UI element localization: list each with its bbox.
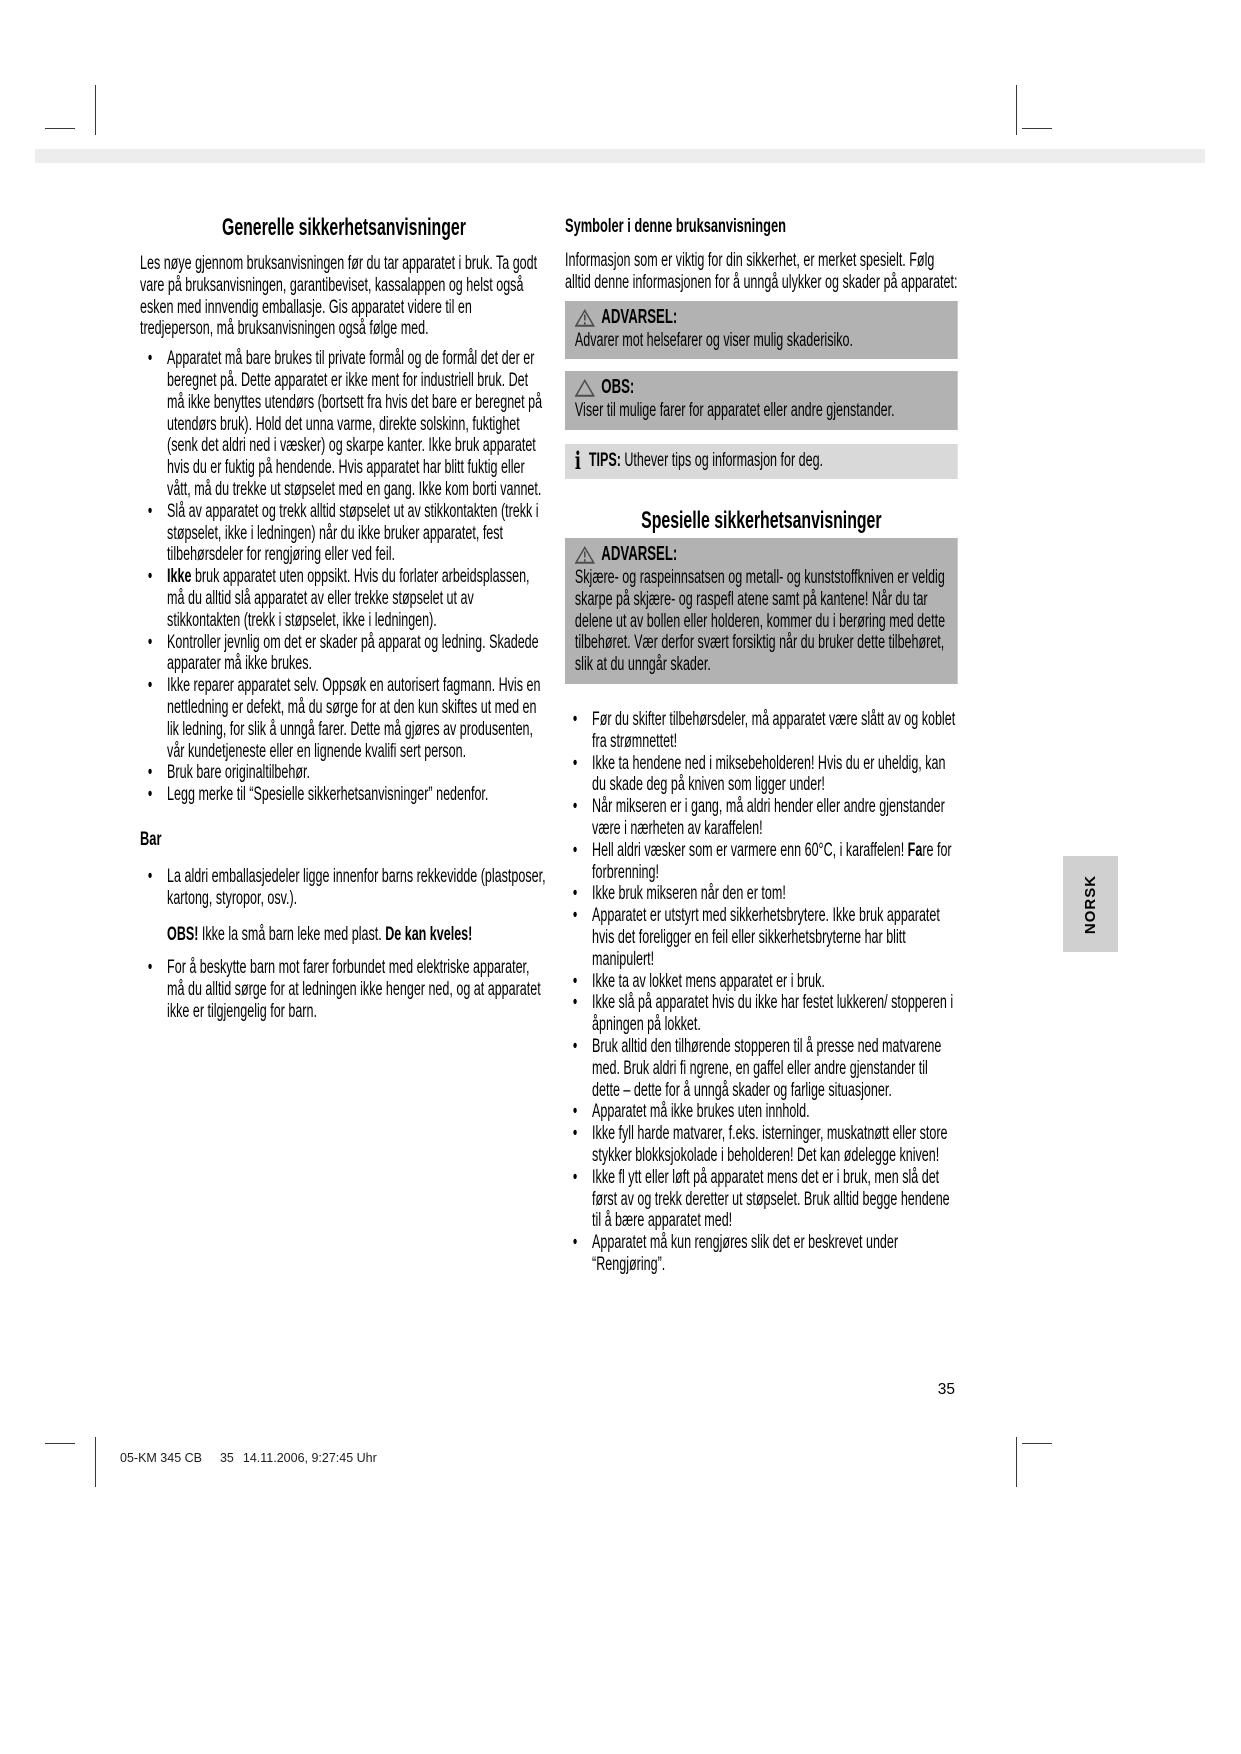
caution-box: [565, 371, 958, 430]
list-item-text: Før du skifter tilbehørsdeler, må apparatet være slått av og koblet fra strømnettet!: [592, 708, 956, 752]
tips-box: [565, 444, 958, 479]
general-safety-list: [140, 348, 548, 806]
list-item-text: Ikke bruk apparatet uten oppsikt. Hvis du forlater arbeidsplassen, må du alltid slå apparatet av eller trekke støpselet ut av stikkontakten (trekk i støpselet, ikke i ledningen).: [167, 566, 530, 631]
crop-mark: [1022, 1443, 1052, 1444]
list-item-text: Bruk bare originaltilbehør.: [167, 762, 310, 784]
intro-paragraph: Les nøye gjennom bruksanvisningen før du tar apparatet i bruk. Ta godt vare på bruksanvisningen, garantibeviset, kassalappen og helst også esken med innvendig emballasje. Gis apparatet videre til en tredjeperson, må bruksanvisningen også følge med.: [140, 253, 538, 340]
list-item: [565, 971, 958, 993]
left-column: [140, 215, 548, 1023]
crop-mark: [95, 1437, 96, 1487]
bullet-dot: •: [147, 957, 153, 979]
list-item-text: Ikke fl ytt eller løft på apparatet mens det er i bruk, men slå det først av og trekk deretter ut støpselet. Bruk alltid begge hendene til å bære apparatet med!: [592, 1166, 950, 1232]
list-item-text: Ikke fyll harde matvarer, f.eks. isterninger, muskatnøtt eller store stykker blokksjokolade i beholderen! Det kan ødelegge kniven!: [592, 1123, 948, 1166]
list-item: [140, 675, 548, 762]
caution-box-title: [575, 376, 948, 400]
list-item-text: Ikke ta av lokket mens apparatet er i bruk.: [592, 970, 825, 992]
list-item: [565, 753, 958, 797]
crop-mark: [1016, 85, 1017, 135]
list-item: [565, 840, 958, 884]
list-item: [140, 957, 548, 1022]
list-item-text: Hell aldri væsker som er varmere enn 60°C, i karaffelen! Fare for forbrenning!: [592, 839, 952, 883]
list-item-text: Bruk alltid den tilhørende stopperen til å presse ned matvarene med. Bruk aldri fi ngrene, en gaffel eller andre gjenstander til dette – dette for å unngå skader og farlige situasjoner.: [592, 1035, 942, 1101]
list-item-text: Kontroller jevnlig om det er skader på apparat og ledning. Skadede apparater må ikke brukes.: [167, 631, 539, 675]
crop-mark: [1022, 128, 1052, 129]
warning-box-title: [575, 306, 948, 330]
footer-page-ref: 35: [219, 1451, 234, 1465]
special-safety-list: [565, 709, 958, 1276]
list-item: [565, 796, 958, 840]
bullet-dot: •: [147, 500, 153, 522]
children-section-heading: Bar: [140, 827, 162, 850]
bullet-dot: •: [147, 566, 153, 588]
list-item-text: Legg merke til “Spesielle sikkerhetsanvisninger” nedenfor.: [167, 784, 489, 806]
list-item: [565, 1036, 958, 1101]
list-item-text: Apparatet er utstyrt med sikkerhetsbrytere. Ikke bruk apparatet hvis det foreligger en feil eller sikkerhetsbryterne har blitt manipulert!: [592, 905, 940, 970]
list-item: [565, 905, 958, 970]
list-item-text: Når mikseren er i gang, må aldri hender eller andre gjenstander være i nærheten av karaffelen!: [592, 796, 945, 839]
children-list-packaging: [140, 866, 548, 910]
bullet-dot: •: [147, 675, 153, 697]
crop-mark: [1016, 1437, 1017, 1487]
list-item-text: Apparatet må kun rengjøres slik det er beskrevet under “Rengjøring”.: [592, 1232, 899, 1275]
list-item-text: Ikke slå på apparatet hvis du ikke har festet lukkeren/ stopperen i åpningen på lokket.: [592, 992, 954, 1036]
children-list-protect: [140, 957, 548, 1022]
list-item: [565, 1101, 958, 1123]
list-item: [565, 1167, 958, 1232]
special-warning-box-text: Skjære- og raspeinnsatsen og metall- og kunststoffkniven er veldig skarpe på skjære- og raspefl atene samt på kantene! Når du tar delene ut av bollen eller holderen, kommer du i berøring med dette tilbehøret. Vær derfor svært forsiktig når du bruker dette tilbehøret, slik at du unngår skader.: [574, 566, 946, 676]
symbols-intro: Informasjon som er viktig for din sikkerhet, er merket spesielt. Følg alltid denne informasjonen for å unngå ulykker og skader på apparatet:: [565, 250, 958, 293]
list-item-text: For å beskytte barn mot farer forbundet med elektriske apparater, må du alltid sørge for at ledningen ikke henger ned, og at apparatet ikke er tilgjengelig for barn.: [167, 957, 541, 1022]
tips-box-text: TIPS: Uthever tips og informasjon for deg.: [588, 450, 824, 472]
list-item-text: Ikke bruk mikseren når den er tom!: [592, 883, 786, 905]
list-item: [140, 632, 548, 676]
footer-timestamp: 14.11.2006, 9:27:45 Uhr: [242, 1451, 377, 1465]
list-item: [140, 784, 548, 806]
page-number: 35: [937, 1381, 955, 1398]
list-item-text: Ikke reparer apparatet selv. Oppsøk en autorisert fagmann. Hvis en nettledning er defekt, må du sørge for at den kun skiftes ut med en lik ledning, for slik å unngå farer. Dette må gjøres av produsenten, vår kundetjeneste eller en lignende kvalifi sert person.: [167, 675, 541, 762]
list-item: [565, 1232, 958, 1276]
list-item-text: La aldri emballasjedeler ligge innenfor barns rekkevidde (plastposer, kartong, styropor, osv.).: [167, 865, 546, 909]
scan-band: [35, 149, 1205, 163]
list-item: [565, 709, 958, 753]
list-item: [140, 501, 548, 566]
language-tab-label: NORSK: [1082, 874, 1100, 934]
list-item-text: Apparatet må ikke brukes uten innhold.: [592, 1101, 810, 1123]
list-item: [140, 762, 548, 784]
bullet-dot: •: [572, 708, 578, 730]
bullet-dot: •: [572, 752, 578, 774]
children-obs-note: OBS! Ikke la små barn leke med plast. De kan kveles!: [167, 923, 473, 945]
list-item: [565, 1123, 958, 1167]
bullet-dot: •: [572, 1232, 578, 1254]
bullet-dot: •: [147, 631, 153, 653]
warning-box-label: ADVARSEL:: [601, 305, 678, 328]
crop-mark: [45, 1443, 75, 1444]
bullet-dot: •: [572, 839, 578, 861]
caution-box-label: OBS:: [601, 376, 635, 399]
warning-box-text: Advarer mot helsefarer og viser mulig skaderisiko.: [574, 329, 853, 351]
caution-box-text: Viser til mulige farer for apparatet eller andre gjenstander.: [574, 400, 895, 422]
list-item-text: Ikke ta hendene ned i miksebeholderen! Hvis du er uheldig, kan du skade deg på kniven som ligger under!: [592, 752, 946, 796]
special-warning-box: [565, 538, 958, 684]
list-item: [140, 866, 548, 910]
warning-box: [565, 301, 958, 360]
symbols-heading: Symboler i denne bruksanvisningen: [565, 215, 786, 237]
bullet-dot: •: [572, 1101, 578, 1123]
language-tab-norsk: [1063, 856, 1118, 952]
list-item-text: Slå av apparatet og trekk alltid støpselet ut av stikkontakten (trekk i støpselet, ikke i ledningen) når du ikke bruker apparatet, fest tilbehørsdeler for rengjøring eller ved feil.: [167, 500, 539, 566]
info-icon: i: [574, 446, 581, 476]
bullet-dot: •: [572, 1035, 578, 1057]
bullet-dot: •: [147, 348, 153, 370]
bullet-dot: •: [572, 992, 578, 1014]
bullet-dot: •: [147, 762, 153, 784]
warning-triangle-icon: [575, 546, 595, 564]
bullet-dot: •: [147, 865, 153, 887]
footer-doc-id: 05-KM 345 CB: [120, 1451, 202, 1465]
footer-imprint: [120, 1451, 377, 1465]
special-warning-box-label: ADVARSEL:: [601, 543, 678, 566]
list-item-text: Apparatet må bare brukes til private formål og de formål det der er beregnet på. Dette apparatet er ikke ment for industriell bruk. Det må ikke benyttes utendørs (bortsett fra hvis det bare er beregnet på utendørs bruk). Hold det unna varme, direkte solskinn, fuktighet (senk det aldri ned i væsker) og skarpe kanter. Ikke bruk apparatet hvis du er fuktig på hendende. Hvis apparatet har blitt fuktig eller vått, må du trekke ut støpselet med en gang. Ikke kom borti vannet.: [167, 348, 543, 500]
list-item: [140, 566, 548, 631]
bullet-dot: •: [572, 1123, 578, 1145]
special-warning-box-title: [575, 543, 948, 567]
bullet-dot: •: [572, 905, 578, 927]
list-item: [140, 348, 548, 501]
special-safety-title: Spesielle sikkerhetsanvisninger: [641, 506, 882, 534]
crop-mark: [95, 85, 96, 135]
caution-triangle-icon: [575, 379, 595, 397]
list-item: [565, 992, 958, 1036]
crop-mark: [45, 128, 75, 129]
right-column: [565, 215, 958, 1276]
bullet-dot: •: [572, 1166, 578, 1188]
bullet-dot: •: [572, 796, 578, 818]
general-safety-title: Generelle sikkerhetsanvisninger: [221, 214, 466, 241]
bullet-dot: •: [572, 970, 578, 992]
warning-triangle-icon: [575, 309, 595, 327]
bullet-dot: •: [572, 883, 578, 905]
list-item: [565, 883, 958, 905]
bullet-dot: •: [147, 784, 153, 806]
